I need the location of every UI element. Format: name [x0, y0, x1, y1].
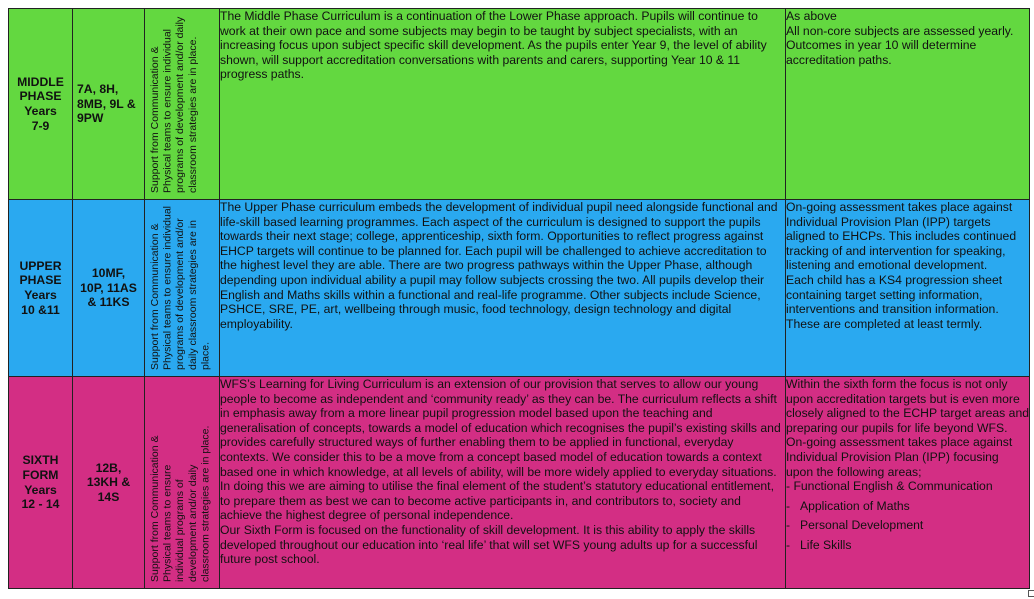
phase-label: PHASE: [19, 89, 62, 104]
assessment-cell: [786, 200, 1030, 377]
list-item-label: Life Skills: [800, 537, 852, 552]
groups-cell: [73, 377, 145, 589]
group-label: 10P, 11AS: [80, 280, 137, 295]
list-item: - Personal Development: [786, 518, 924, 533]
curriculum-cell: [220, 9, 786, 200]
curriculum-paragraph: Our Sixth Form is focused on the functionality of skill development. It is this ability to apply the skills developed throughout our education into ‘real life’ that will set WFS young adults up for a successful future post school.: [220, 522, 758, 567]
phase-cell: [9, 377, 73, 589]
curriculum-paragraph: WFS’s Learning for Living Curriculum is an extension of our provision that serves to allow our young people to become as independent and ‘community ready’ as they can be. The curriculum reflects a shift in emphasis away from a more linear pupil progression model based upon the teaching and generalisation of concepts, towards a model of education which recognises the pupil’s existing skills and provides carefully structured ways of further enabling them to be applied in functional, everyday contexts. We consider this to be a move from a concept based model of education towards a context based one in which knowledge, at all levels of ability, will be more widely applied to everyday situations. In doing this we are aiming to utilise the final element of the student’s statutory educational entitlement, to prepare them as best we can to become active participants in, and contributors to, society and achieve the highest degree of personal independence.: [220, 377, 781, 523]
group-label: 14S: [97, 489, 120, 504]
support-text: Support from Communication & Physical teams to ensure individual programs of development and/or daily classroom strategies are in place.: [149, 425, 212, 582]
curriculum-table: [8, 8, 1030, 589]
support-text: Support from Communication & Physical teams to ensure individual programs of development and/or daily classroom strategies are in place.: [149, 16, 199, 193]
phase-label: Years: [24, 104, 57, 118]
curriculum-cell: [220, 377, 786, 589]
group-label: 10MF,: [91, 266, 126, 281]
list-item-label: Application of Maths: [800, 498, 910, 513]
phase-label: 7-9: [31, 118, 50, 133]
assessment-text: As above: [786, 9, 837, 23]
group-label: 13KH &: [86, 475, 131, 490]
assessment-text: On-going assessment takes place against Individual Provision Plan (IPP) targets aligned to EHCPs. This includes continued tracking of and intervention for speaking, listening and emotional development.: [786, 200, 1017, 273]
curriculum-paragraph: The Upper Phase curriculum embeds the development of individual pupil need alongside functional and life-skill based learning programmes. Each aspect of the curriculum is designed to support the pupils towards their next stage; college, apprenticeship, sixth form. Opportunities to reflect progress against EHCP targets will continue to be planned for. Each pupil will be challenged to achieve accreditation to the highest level they are able. There are two progress pathways within the Upper Phase, although depending upon individual ability a pupil may follow subjects crossing the two. All pupils develop their English and Maths skills within a functional and real-life programme. Other subjects include Science, PSHCE, SRE, PE, art, wellbeing through music, food technology, design technology and digital employability.: [220, 200, 778, 331]
list-item: - Life Skills: [786, 537, 852, 552]
support-cell: [145, 9, 220, 200]
phase-label: 10 &11: [21, 302, 60, 317]
table-row: [9, 377, 1030, 589]
group-label: 9PW: [77, 111, 104, 126]
phase-label: Years: [24, 482, 57, 497]
support-cell: [145, 377, 220, 589]
group-label: & 11KS: [87, 295, 130, 310]
group-label: 7A, 8H,: [77, 82, 119, 97]
list-item-label: Personal Development: [800, 518, 924, 533]
phase-label: PHASE: [19, 273, 62, 288]
curriculum-cell: [220, 200, 786, 377]
table-row: [9, 9, 1030, 200]
assessment-text: All non-core subjects are assessed yearly. Outcomes in year 10 will determine accreditation paths.: [786, 23, 1014, 67]
phase-label: MIDDLE: [17, 74, 64, 89]
table-row: [9, 200, 1030, 377]
table-resize-handle[interactable]: [1028, 590, 1034, 597]
phase-label: SIXTH: [22, 453, 59, 468]
phase-label: Years: [24, 288, 57, 302]
phase-label: UPPER: [19, 258, 62, 273]
support-text: Support from Communication & Physical teams to ensure individual programs of development and/or daily classroom strategies are in place.: [149, 205, 212, 370]
list-item: - Application of Maths: [786, 498, 910, 513]
group-label: 12B,: [95, 460, 122, 475]
curriculum-paragraph: The Middle Phase Curriculum is a continuation of the Lower Phase approach. Pupils will continue to work at their own pace and some subjects may begin to be taught by subject specialists, with an increasing focus upon subject specific skill development. As the pupils enter Year 9, the level of ability shown, will support accreditation conversations with parents and carers, supporting Year 10 & 11 progress paths.: [220, 9, 767, 82]
assessment-cell: [786, 377, 1030, 589]
group-label: 8MB, 9L &: [77, 96, 136, 111]
assessment-text: Each child has a KS4 progression sheet containing target setting information, interventions and transition information. These are completed at least termly.: [786, 272, 1003, 331]
assessment-cell: [786, 9, 1030, 200]
phase-label: 12 - 14: [21, 497, 60, 512]
phase-label: FORM: [22, 467, 59, 482]
assessment-text: - Functional English & Communication: [786, 479, 993, 494]
support-cell: [145, 200, 220, 377]
groups-cell: [73, 200, 145, 377]
groups-cell: [73, 9, 145, 200]
assessment-text: Within the sixth form the focus is not only upon accreditation targets but is even more closely aligned to the ECHP target areas and preparing our pupils for life beyond WFS. On-going assessment takes place against Individual Provision Plan (IPP) focusing upon the following areas;: [786, 377, 1029, 479]
phase-cell: [9, 9, 73, 200]
phase-cell: [9, 200, 73, 377]
